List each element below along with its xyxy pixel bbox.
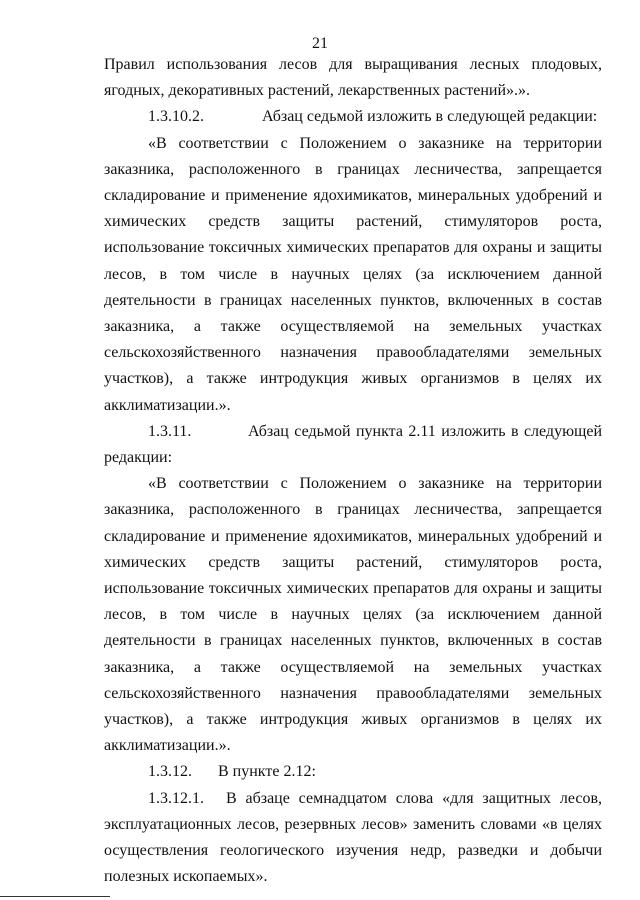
page-number: 21 [312,35,328,52]
item-text: В абзаце семнадцатом слова «для защитных лесов, эксплуатационных лесов, резервных лесов» заменить словами «в целях осуществления геологического изучения недр, разведки и добычи полезных ископаемых». [104,789,602,886]
quote-paragraph-2: «В соответствии с Положением о заказнике на территории заказника, расположенного в границах лесничества, запрещается складирование и применение ядохимикатов, минеральных удобрений и химических средств защиты растений, стимуляторов роста, использование токсичных химических препаратов для охраны и защиты лесов, в том числе в научных целях (за исключением данной деятельности в границах населенных пунктов, включенных в состав заказника, а также осуществляемой на земельных участках сельскохозяйственного назначения правообладателями земельных участков), а также интродукция живых организмов в целях их акклиматизации.». [104,475,602,755]
paragraph-1-3-10-2 [104,104,602,130]
item-number: 1.3.12.1. [148,789,204,807]
item-number: 1.3.12. [148,763,192,781]
paragraph-1-3-12 [104,759,602,785]
item-text: Абзац седьмой пункта 2.11 изложить в следующей редакции: [104,422,602,467]
continuation-paragraph: Правил использования лесов для выращивания лесных плодовых, ягодных, декоративных растений, лекарственных растений».». [104,56,602,100]
item-number: 1.3.10.2. [148,108,204,126]
item-text: В пункте 2.12: [218,763,316,781]
document-body [104,52,602,891]
item-number: 1.3.11. [148,422,192,440]
quote-paragraph-1: «В соответствии с Положением о заказнике на территории заказника, расположенного в границах лесничества, запрещается складирование и применение ядохимикатов, минеральных удобрений и химических средств защиты растений, стимуляторов роста, использование токсичных химических препаратов для охраны и защиты лесов, в том числе в научных целях (за исключением данной деятельности в границах населенных пунктов, включенных в состав заказника, а также осуществляемой на земельных участках сельскохозяйственного назначения правообладателями земельных участков), а также интродукция живых организмов в целях их акклиматизации.». [104,134,602,414]
paragraph-1-3-11 [104,419,602,471]
paragraph-1-3-12-1 [104,786,602,891]
item-text: Абзац седьмой изложить в следующей редакции: [262,108,598,126]
footnote-divider [0,896,110,897]
